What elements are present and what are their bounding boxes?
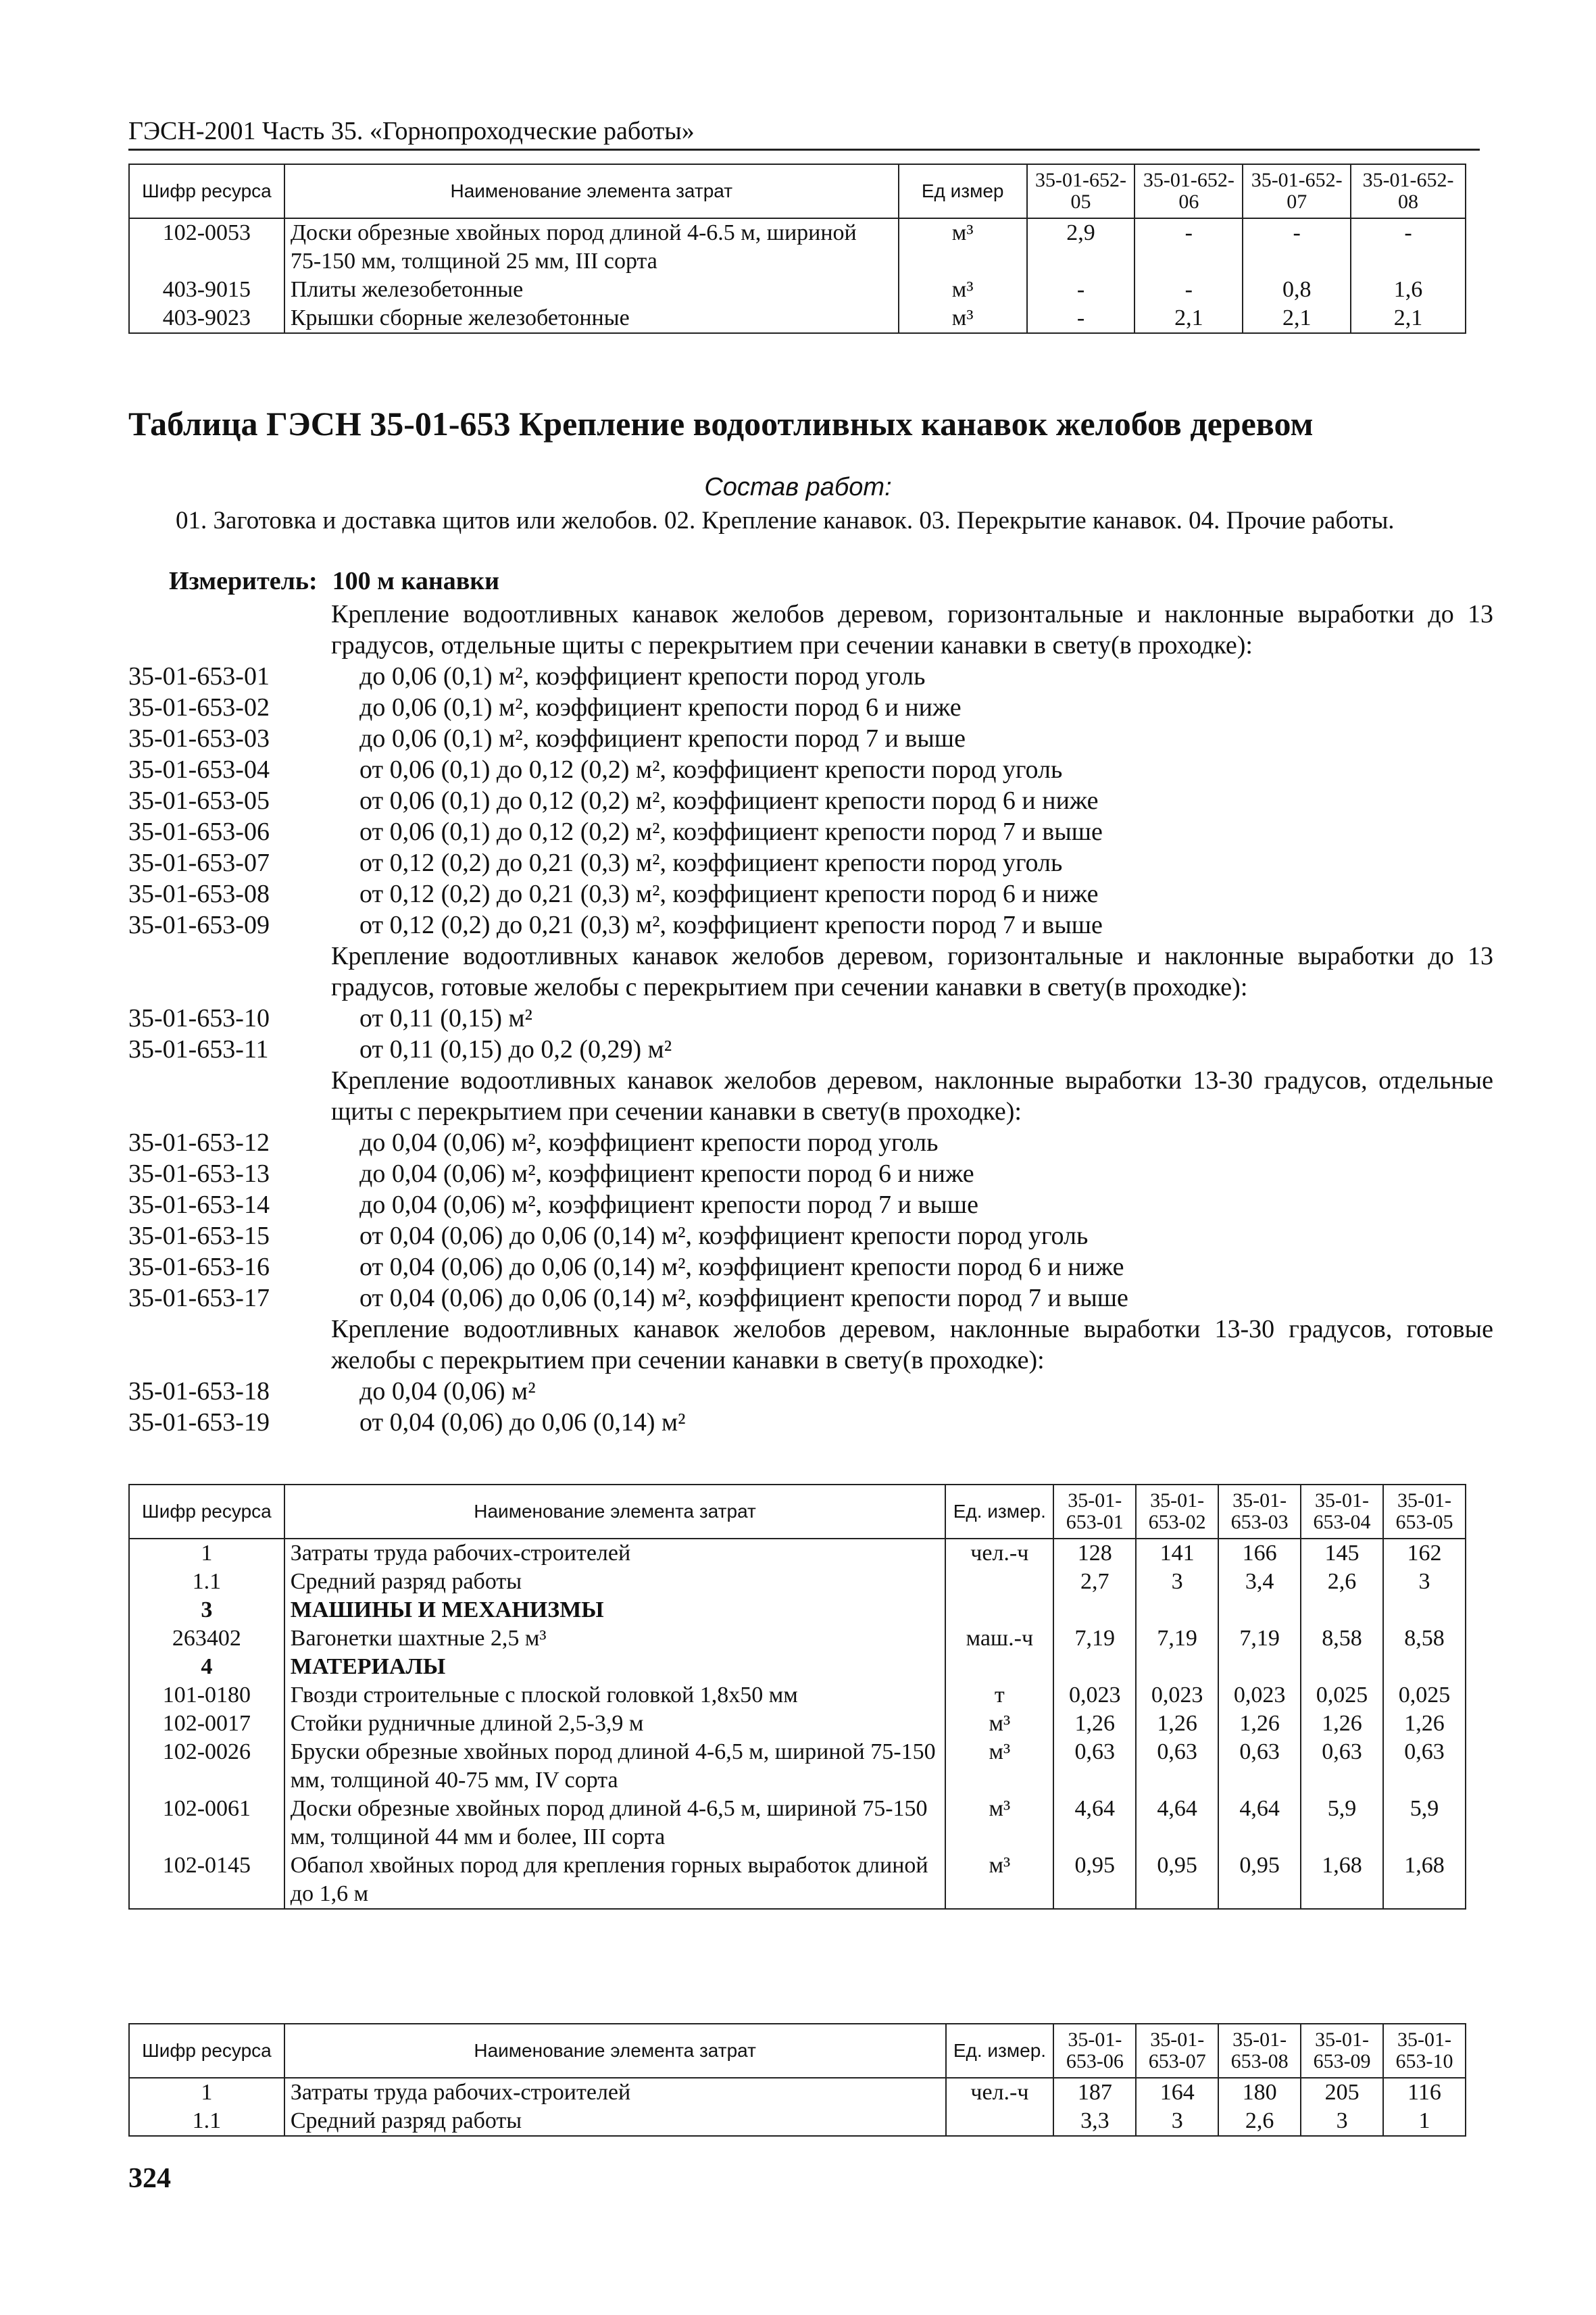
- norm-item: [128, 847, 1493, 878]
- value-cell: 1,68: [1301, 1851, 1383, 1909]
- norm-item: [128, 1407, 1493, 1438]
- value-cell: 7,19: [1053, 1624, 1136, 1653]
- norm-code: 35-01-653-05: [128, 787, 270, 815]
- norm-code: 35-01-653-09: [128, 911, 270, 939]
- unit-cell: чел.-ч: [945, 1539, 1053, 1568]
- norm-item: [128, 910, 1493, 941]
- value-cell: 0,023: [1136, 1681, 1218, 1710]
- value-cell: 1,6: [1351, 276, 1466, 304]
- value-cell: 5,9: [1301, 1795, 1383, 1851]
- cost-element-name-cell: Затраты труда рабочих-строителей: [284, 2078, 946, 2107]
- norm-description: от 0,06 (0,1) до 0,12 (0,2) м², коэффициент крепости пород 6 и ниже: [359, 787, 1099, 815]
- group-heading: Крепление водоотливных канавок желобов деревом, горизонтальные и наклонные выработки до 13 градусов, отдельные щиты с перекрытием при сечении канавки в свету(в проходке):: [331, 600, 1493, 659]
- norm-item: [128, 878, 1493, 910]
- header-row: [129, 2024, 1466, 2078]
- norm-description: до 0,06 (0,1) м², коэффициент крепости пород 7 и выше: [359, 724, 966, 753]
- norm-item: [128, 785, 1493, 816]
- column-header: Шифр ресурса: [129, 1485, 284, 1539]
- norm-code: 35-01-653-02: [128, 693, 270, 722]
- value-cell: 187: [1053, 2078, 1136, 2107]
- norm-description: до 0,06 (0,1) м², коэффициент крепости пород 6 и ниже: [359, 693, 962, 722]
- value-cell: 180: [1218, 2078, 1301, 2107]
- value-cell: 7,19: [1218, 1624, 1301, 1653]
- value-cell: [1053, 1653, 1136, 1681]
- value-cell: [1383, 1653, 1466, 1681]
- norm-description: от 0,04 (0,06) до 0,06 (0,14) м², коэффициент крепости пород 7 и выше: [359, 1284, 1128, 1312]
- value-cell: -: [1134, 276, 1243, 304]
- norm-description: от 0,04 (0,06) до 0,06 (0,14) м², коэффициент крепости пород уголь: [359, 1222, 1089, 1250]
- measure-label: Измеритель:: [169, 567, 318, 595]
- value-cell: [1136, 1653, 1218, 1681]
- table-row: [129, 1596, 1466, 1624]
- table-row: [129, 2078, 1466, 2107]
- value-cell: [1301, 1653, 1383, 1681]
- column-header: Наименование элемента затрат: [284, 2024, 946, 2078]
- resource-code-cell: 403-9023: [129, 304, 284, 333]
- composition-label: Состав работ:: [704, 473, 892, 501]
- resource-code-cell: 102-0061: [129, 1795, 284, 1851]
- norm-description: от 0,06 (0,1) до 0,12 (0,2) м², коэффициент крепости пород уголь: [359, 755, 1063, 784]
- column-header: 35-01-652-08: [1351, 164, 1466, 218]
- norm-description: до 0,04 (0,06) м², коэффициент крепости пород уголь: [359, 1128, 939, 1157]
- column-header: 35-01-653-03: [1218, 1485, 1301, 1539]
- table-row: [129, 2107, 1466, 2136]
- norm-item: [128, 1158, 1493, 1189]
- header-row: [129, 1485, 1466, 1539]
- norm-description: до 0,06 (0,1) м², коэффициент крепости пород уголь: [359, 662, 926, 691]
- value-cell: 1,26: [1136, 1710, 1218, 1738]
- value-cell: 141: [1136, 1539, 1218, 1568]
- resource-code-cell: 1.1: [129, 2107, 284, 2136]
- norm-description: от 0,11 (0,15) м²: [359, 1004, 532, 1032]
- norm-description: от 0,12 (0,2) до 0,21 (0,3) м², коэффициент крепости пород 7 и выше: [359, 911, 1103, 939]
- value-cell: 3: [1136, 2107, 1218, 2136]
- value-cell: 8,58: [1301, 1624, 1383, 1653]
- resource-code-cell: 1.1: [129, 1568, 284, 1596]
- value-cell: 4,64: [1136, 1795, 1218, 1851]
- value-cell: 0,8: [1243, 276, 1351, 304]
- composition-text: 01. Заготовка и доставка щитов или желобов. 02. Крепление канавок. 03. Перекрытие канавок. 04. Прочие работы.: [176, 507, 1395, 534]
- unit-cell: м³: [945, 1795, 1053, 1851]
- value-cell: 205: [1301, 2078, 1383, 2107]
- column-header: 35-01-652-07: [1243, 164, 1351, 218]
- value-cell: 2,7: [1053, 1568, 1136, 1596]
- cost-element-name-cell: Доски обрезные хвойных пород длиной 4-6.5 м, шириной 75-150 мм, толщиной 25 мм, III сорта: [284, 218, 899, 276]
- value-cell: 7,19: [1136, 1624, 1218, 1653]
- value-cell: 8,58: [1383, 1624, 1466, 1653]
- value-cell: 0,95: [1053, 1851, 1136, 1909]
- norm-code: 35-01-653-08: [128, 880, 270, 908]
- value-cell: 145: [1301, 1539, 1383, 1568]
- column-header: Наименование элемента затрат: [284, 164, 899, 218]
- table-row: [129, 1568, 1466, 1596]
- column-header: 35-01-653-08: [1218, 2024, 1301, 2078]
- resource-code-cell: 102-0053: [129, 218, 284, 276]
- value-cell: 0,63: [1218, 1738, 1301, 1795]
- norm-code: 35-01-653-06: [128, 818, 270, 846]
- table-row: [129, 1738, 1466, 1795]
- cost-element-name-cell: МАШИНЫ И МЕХАНИЗМЫ: [284, 1596, 946, 1624]
- norm-item: [128, 723, 1493, 754]
- norm-description: до 0,04 (0,06) м²: [359, 1377, 536, 1405]
- value-cell: 166: [1218, 1539, 1301, 1568]
- table-row: [129, 1681, 1466, 1710]
- page-number: 324: [128, 2163, 171, 2194]
- value-cell: 1,26: [1053, 1710, 1136, 1738]
- resource-code-cell: 3: [129, 1596, 284, 1624]
- value-cell: [1301, 1596, 1383, 1624]
- column-header: Ед. измер.: [946, 2024, 1054, 2078]
- cost-element-name-cell: Плиты железобетонные: [284, 276, 899, 304]
- table-row: [129, 304, 1466, 333]
- header-row: [129, 164, 1466, 218]
- column-header: Ед. измер.: [945, 1485, 1053, 1539]
- norm-item: [128, 661, 1493, 692]
- unit-cell: [945, 1596, 1053, 1624]
- norm-code: 35-01-653-15: [128, 1222, 270, 1250]
- cost-element-name-cell: Вагонетки шахтные 2,5 м³: [284, 1624, 946, 1653]
- column-header: 35-01-653-05: [1383, 1485, 1466, 1539]
- norm-item: [128, 1283, 1493, 1314]
- column-header: Шифр ресурса: [129, 2024, 284, 2078]
- table-row: [129, 1795, 1466, 1851]
- table-row: [129, 1624, 1466, 1653]
- value-cell: [1218, 1653, 1301, 1681]
- cost-element-name-cell: Крышки сборные железобетонные: [284, 304, 899, 333]
- cost-element-name-cell: Средний разряд работы: [284, 1568, 946, 1596]
- norm-item: [128, 816, 1493, 847]
- norm-code: 35-01-653-04: [128, 755, 270, 784]
- value-cell: 3: [1136, 1568, 1218, 1596]
- value-cell: -: [1134, 218, 1243, 276]
- value-cell: [1053, 1596, 1136, 1624]
- cost-element-name-cell: Средний разряд работы: [284, 2107, 946, 2136]
- resource-code-cell: 1: [129, 1539, 284, 1568]
- unit-cell: м³: [945, 1738, 1053, 1795]
- norm-code: 35-01-653-11: [128, 1035, 269, 1064]
- value-cell: 2,1: [1351, 304, 1466, 333]
- unit-cell: маш.-ч: [945, 1624, 1053, 1653]
- unit-cell: [945, 1568, 1053, 1596]
- resource-code-cell: 102-0017: [129, 1710, 284, 1738]
- value-cell: 3: [1301, 2107, 1383, 2136]
- resource-code-cell: 4: [129, 1653, 284, 1681]
- value-cell: 4,64: [1218, 1795, 1301, 1851]
- cost-element-name-cell: МАТЕРИАЛЫ: [284, 1653, 946, 1681]
- value-cell: 3,4: [1218, 1568, 1301, 1596]
- norm-list: [128, 599, 1493, 1438]
- column-header: 35-01-653-02: [1136, 1485, 1218, 1539]
- column-header: 35-01-652-05: [1027, 164, 1135, 218]
- value-cell: 0,63: [1053, 1738, 1136, 1795]
- resource-code-cell: 101-0180: [129, 1681, 284, 1710]
- value-cell: 0,025: [1301, 1681, 1383, 1710]
- resource-code-cell: 102-0145: [129, 1851, 284, 1909]
- value-cell: -: [1027, 276, 1135, 304]
- norm-description: до 0,04 (0,06) м², коэффициент крепости пород 6 и ниже: [359, 1160, 974, 1188]
- value-cell: 0,025: [1383, 1681, 1466, 1710]
- running-header: ГЭСН-2001 Часть 35. «Горнопроходческие работы»: [128, 117, 695, 145]
- column-header: 35-01-652-06: [1134, 164, 1243, 218]
- norm-code: 35-01-653-12: [128, 1128, 270, 1157]
- value-cell: 3,3: [1053, 2107, 1136, 2136]
- table-row: [129, 1851, 1466, 1909]
- column-header: 35-01-653-06: [1053, 2024, 1136, 2078]
- resource-code-cell: 403-9015: [129, 276, 284, 304]
- group-heading: Крепление водоотливных канавок желобов деревом, наклонные выработки 13-30 градусов, готовые желобы с перекрытием при сечении канавки в свету(в проходке):: [331, 1315, 1493, 1374]
- norm-item: [128, 1189, 1493, 1220]
- value-cell: -: [1027, 304, 1135, 333]
- measure-value: 100 м канавки: [332, 567, 500, 595]
- norm-description: от 0,04 (0,06) до 0,06 (0,14) м²: [359, 1408, 686, 1437]
- value-cell: 3: [1383, 1568, 1466, 1596]
- value-cell: 164: [1136, 2078, 1218, 2107]
- norm-code: 35-01-653-14: [128, 1191, 270, 1219]
- value-cell: 0,95: [1218, 1851, 1301, 1909]
- value-cell: [1383, 1596, 1466, 1624]
- column-header: 35-01-653-09: [1301, 2024, 1383, 2078]
- unit-cell: т: [945, 1681, 1053, 1710]
- norm-item: [128, 754, 1493, 785]
- value-cell: 1,26: [1301, 1710, 1383, 1738]
- value-cell: 2,1: [1134, 304, 1243, 333]
- norm-code: 35-01-653-17: [128, 1284, 270, 1312]
- table-row: [129, 1653, 1466, 1681]
- cost-element-name-cell: Стойки рудничные длиной 2,5-3,9 м: [284, 1710, 946, 1738]
- value-cell: 4,64: [1053, 1795, 1136, 1851]
- norm-item: [128, 1034, 1493, 1065]
- header-rule: [128, 149, 1480, 151]
- column-header: Шифр ресурса: [129, 164, 284, 218]
- norm-item: [128, 1251, 1493, 1283]
- value-cell: 1,26: [1218, 1710, 1301, 1738]
- section-title: Таблица ГЭСН 35-01-653 Крепление водоотливных канавок желобов деревом: [128, 405, 1314, 443]
- value-cell: 128: [1053, 1539, 1136, 1568]
- norm-description: от 0,11 (0,15) до 0,2 (0,29) м²: [359, 1035, 672, 1064]
- norm-description: от 0,06 (0,1) до 0,12 (0,2) м², коэффициент крепости пород 7 и выше: [359, 818, 1103, 846]
- value-cell: 0,023: [1053, 1681, 1136, 1710]
- group-heading: Крепление водоотливных канавок желобов деревом, наклонные выработки 13-30 градусов, отдельные щиты с перекрытием при сечении канавки в свету(в проходке):: [331, 1066, 1493, 1126]
- norm-item: [128, 1127, 1493, 1158]
- column-header: 35-01-653-10: [1383, 2024, 1466, 2078]
- unit-cell: [945, 1653, 1053, 1681]
- norm-code: 35-01-653-10: [128, 1004, 270, 1032]
- table-row: [129, 218, 1466, 276]
- unit-cell: м³: [899, 276, 1027, 304]
- value-cell: 2,6: [1301, 1568, 1383, 1596]
- value-cell: 5,9: [1383, 1795, 1466, 1851]
- value-cell: 0,63: [1136, 1738, 1218, 1795]
- norm-description: от 0,12 (0,2) до 0,21 (0,3) м², коэффициент крепости пород уголь: [359, 849, 1063, 877]
- resource-code-cell: 102-0026: [129, 1738, 284, 1795]
- value-cell: 1,26: [1383, 1710, 1466, 1738]
- table-row: [129, 1710, 1466, 1738]
- unit-cell: м³: [945, 1851, 1053, 1909]
- resource-table-652: [128, 164, 1466, 334]
- column-header: 35-01-653-01: [1053, 1485, 1136, 1539]
- value-cell: 2,6: [1218, 2107, 1301, 2136]
- group-heading: Крепление водоотливных канавок желобов деревом, горизонтальные и наклонные выработки до 13 градусов, готовые желобы с перекрытием при сечении канавки в свету(в проходке):: [331, 942, 1493, 1001]
- column-header: Наименование элемента затрат: [284, 1485, 946, 1539]
- norm-item: [128, 1003, 1493, 1034]
- table-row: [129, 276, 1466, 304]
- value-cell: 0,63: [1383, 1738, 1466, 1795]
- cost-element-name-cell: Гвозди строительные с плоской головкой 1,8х50 мм: [284, 1681, 946, 1710]
- value-cell: 2,9: [1027, 218, 1135, 276]
- table-row: [129, 1539, 1466, 1568]
- value-cell: 1,68: [1383, 1851, 1466, 1909]
- norm-code: 35-01-653-16: [128, 1253, 270, 1281]
- value-cell: -: [1243, 218, 1351, 276]
- measure-line: [169, 566, 499, 596]
- value-cell: [1218, 1596, 1301, 1624]
- resource-table-653-b: [128, 2023, 1466, 2137]
- column-header: Ед измер: [899, 164, 1027, 218]
- value-cell: 0,63: [1301, 1738, 1383, 1795]
- value-cell: 116: [1383, 2078, 1466, 2107]
- column-header: 35-01-653-04: [1301, 1485, 1383, 1539]
- value-cell: 0,95: [1136, 1851, 1218, 1909]
- resource-table-653-a: [128, 1484, 1466, 1910]
- cost-element-name-cell: Доски обрезные хвойных пород длиной 4-6,5 м, шириной 75-150 мм, толщиной 44 мм и более, III сорта: [284, 1795, 946, 1851]
- norm-code: 35-01-653-13: [128, 1160, 270, 1188]
- value-cell: -: [1351, 218, 1466, 276]
- norm-code: 35-01-653-03: [128, 724, 270, 753]
- value-cell: 2,1: [1243, 304, 1351, 333]
- cost-element-name-cell: Бруски обрезные хвойных пород длиной 4-6,5 м, шириной 75-150 мм, толщиной 40-75 мм, IV сорта: [284, 1738, 946, 1795]
- value-cell: 162: [1383, 1539, 1466, 1568]
- norm-item: [128, 1376, 1493, 1407]
- norm-item: [128, 1220, 1493, 1251]
- unit-cell: м³: [899, 304, 1027, 333]
- unit-cell: м³: [899, 218, 1027, 276]
- unit-cell: [946, 2107, 1054, 2136]
- value-cell: 1: [1383, 2107, 1466, 2136]
- unit-cell: м³: [945, 1710, 1053, 1738]
- norm-description: от 0,12 (0,2) до 0,21 (0,3) м², коэффициент крепости пород 6 и ниже: [359, 880, 1099, 908]
- cost-element-name-cell: Затраты труда рабочих-строителей: [284, 1539, 946, 1568]
- cost-element-name-cell: Обапол хвойных пород для крепления горных выработок длиной до 1,6 м: [284, 1851, 946, 1909]
- norm-code: 35-01-653-19: [128, 1408, 270, 1437]
- value-cell: [1136, 1596, 1218, 1624]
- norm-item: [128, 692, 1493, 723]
- value-cell: 0,023: [1218, 1681, 1301, 1710]
- column-header: 35-01-653-07: [1136, 2024, 1218, 2078]
- norm-description: до 0,04 (0,06) м², коэффициент крепости пород 7 и выше: [359, 1191, 978, 1219]
- resource-code-cell: 1: [129, 2078, 284, 2107]
- norm-code: 35-01-653-18: [128, 1377, 270, 1405]
- norm-code: 35-01-653-07: [128, 849, 270, 877]
- resource-code-cell: 263402: [129, 1624, 284, 1653]
- unit-cell: чел.-ч: [946, 2078, 1054, 2107]
- norm-code: 35-01-653-01: [128, 662, 270, 691]
- norm-description: от 0,04 (0,06) до 0,06 (0,14) м², коэффициент крепости пород 6 и ниже: [359, 1253, 1124, 1281]
